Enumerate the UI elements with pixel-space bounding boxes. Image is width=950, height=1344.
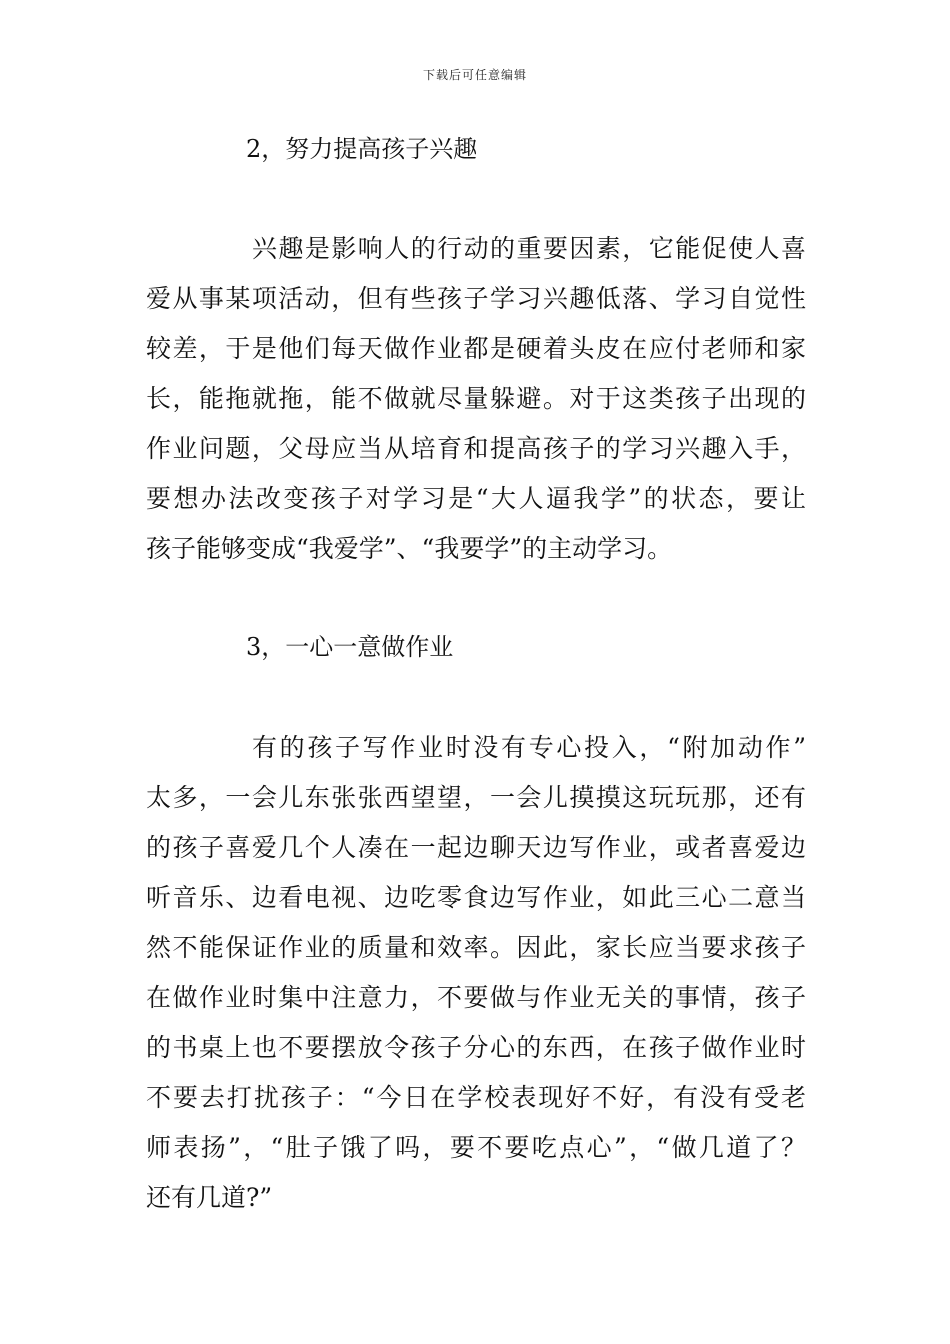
paragraph-line: 有的孩子写作业时没有专心投入，“附加动作” [252, 733, 806, 762]
paragraph-line: 的孩子喜爱几个人凑在一起边聊天边写作业，或者喜爱边 [146, 833, 806, 862]
paragraph-line: 作业问题，父母应当从培育和提高孩子的学习兴趣入手， [146, 434, 806, 463]
paragraph-line: 要想办法改变孩子对学习是“大人逼我学”的状态，要让 [146, 484, 806, 513]
paragraph-line: 孩子能够变成“我爱学”、“我要学”的主动学习。 [146, 534, 673, 563]
paragraph-line: 在做作业时集中注意力，不要做与作业无关的事情，孩子 [146, 983, 806, 1012]
paragraph-line: 的书桌上也不要摆放令孩子分心的东西，在孩子做作业时 [146, 1033, 806, 1062]
paragraph-line: 不要去打扰孩子：“今日在学校表现好不好，有没有受老 [146, 1083, 806, 1112]
section-heading: 2，努力提高孩子兴趣 [246, 135, 478, 163]
paragraph-line: 师表扬”，“肚子饿了吗，要不要吃点心”，“做几道了？ [146, 1133, 806, 1162]
page-header: 下载后可任意编辑 [422, 68, 527, 82]
section-heading: 3，一心一意做作业 [246, 633, 454, 661]
paragraph-line: 然不能保证作业的质量和效率。因此，家长应当要求孩子 [146, 933, 806, 962]
paragraph-line: 长，能拖就拖，能不做就尽量躲避。对于这类孩子出现的 [146, 384, 806, 413]
paragraph-line: 听音乐、边看电视、边吃零食边写作业，如此三心二意当 [146, 883, 806, 912]
paragraph-line: 太多，一会儿东张张西望望，一会儿摸摸这玩玩那，还有 [146, 783, 806, 812]
paragraph-line: 还有几道?” [146, 1183, 273, 1212]
section-paragraph [146, 723, 806, 1223]
paragraph-line: 爱从事某项活动，但有些孩子学习兴趣低落、学习自觉性 [146, 284, 806, 313]
section-paragraph [146, 224, 806, 574]
paragraph-line: 兴趣是影响人的行动的重要因素，它能促使人喜 [252, 234, 806, 263]
paragraph-line: 较差，于是他们每天做作业都是硬着头皮在应付老师和家 [146, 334, 806, 363]
